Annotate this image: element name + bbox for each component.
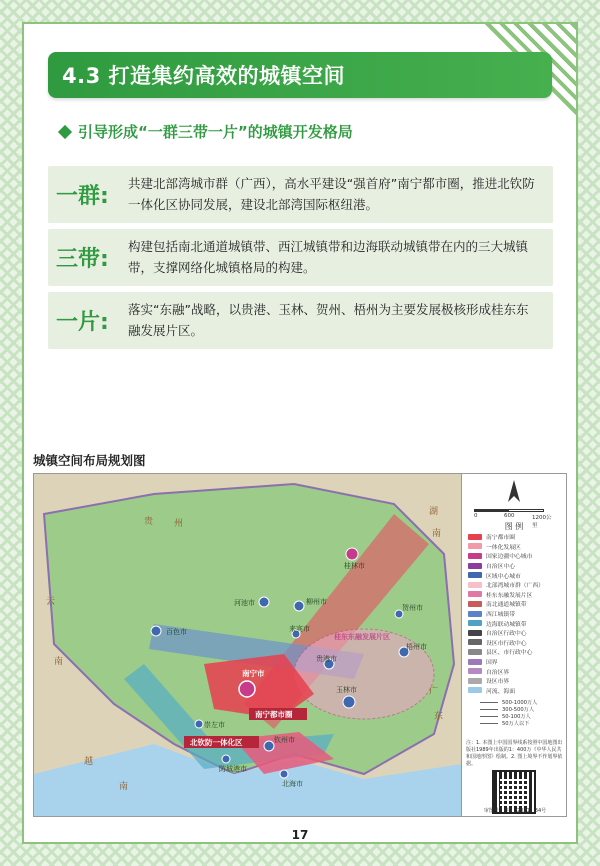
legend-swatch [468, 563, 482, 569]
map-title: 城镇空间布局规划图 [33, 453, 146, 468]
legend-label: 自治区行政中心 [486, 631, 527, 638]
city-label: 百色市 [166, 628, 187, 636]
item-desc: 构建包括南北通道城镇带、西江城镇带和边海联动城镇带在内的三大城镇带，支撑网络化城镇格局的构建。 [128, 239, 529, 275]
legend-row [468, 686, 564, 696]
city-label: 桂林市 [344, 562, 365, 570]
item-key: 三带: [56, 247, 109, 272]
city-marker [195, 720, 203, 728]
legend-row [468, 570, 564, 580]
scale-bar-graphic [474, 509, 544, 512]
city-label: 贺州市 [402, 604, 423, 612]
legend-title: 图 例 [504, 522, 524, 531]
legend-label: 边海联动城镇带 [486, 621, 527, 628]
item-key: 一片: [56, 310, 109, 335]
city-label: 南宁市 [242, 669, 265, 678]
item-key: 一群: [56, 184, 109, 209]
legend-swatch [468, 572, 482, 578]
legend-label: 南宁都市圈 [486, 535, 515, 542]
legend-label: 设区市界 [486, 679, 510, 686]
city-label: 崇左市 [204, 721, 225, 729]
city-marker [239, 681, 255, 697]
legend-label: 县区、市行政中心 [486, 650, 533, 657]
legend-swatch [468, 543, 482, 549]
province-label: 南 [119, 782, 129, 792]
population-legend-row: 300-500万人 [480, 706, 564, 713]
legend-label: 西江城镇带 [486, 612, 515, 619]
map-legend [461, 474, 566, 816]
scale-label: 0 [474, 513, 478, 519]
population-legend [480, 699, 564, 727]
legend-swatch [468, 668, 482, 674]
province-label: 湖 [429, 507, 439, 517]
population-legend-row: 50-100万人 [480, 713, 564, 720]
legend-list [468, 532, 564, 695]
population-legend-row: 500-1000万人 [480, 699, 564, 706]
province-label: 广 [429, 687, 439, 697]
legend-label: 北部湾城市群（广西） [486, 583, 544, 590]
city-marker [343, 696, 355, 708]
map-canvas [34, 474, 462, 816]
legend-row [468, 580, 564, 590]
item-yipian [48, 292, 553, 349]
province-label: 南 [432, 529, 442, 539]
city-label: 钦州市 [274, 736, 295, 744]
province-label: 州 [174, 519, 184, 529]
item-desc: 落实“东融”战略，以贵港、玉林、贺州、梧州为主要发展极核形成桂东东融发展片区。 [128, 302, 529, 338]
legend-row [468, 551, 564, 561]
legend-label: 桂东东融发展片区 [486, 592, 533, 599]
city-label: 北海市 [282, 780, 303, 788]
scale-label: 1200公里 [532, 515, 552, 529]
legend-row [468, 647, 564, 657]
legend-row [468, 618, 564, 628]
section-title-bar [48, 52, 552, 98]
map-figure [33, 473, 567, 817]
region-label: 南宁都市圈 [255, 710, 293, 719]
legend-row [468, 638, 564, 648]
legend-swatch [468, 601, 482, 607]
province-label: 越 [84, 757, 94, 767]
legend-label: 国家边疆中心城市 [486, 554, 533, 561]
item-yiqun [48, 166, 553, 223]
legend-label: 一体化发展区 [486, 544, 521, 551]
legend-swatch [468, 639, 482, 645]
legend-label: 自治区中心 [486, 564, 515, 571]
scale-label: 600 [504, 513, 515, 519]
section-title: 4.3 打造集约高效的城镇空间 [62, 64, 346, 88]
page-number: 17 [291, 828, 309, 842]
map-approval-number: 审图号：桂S（2021）34号 [483, 808, 547, 814]
legend-swatch [468, 630, 482, 636]
region-label: 北钦防一体化区 [190, 738, 243, 747]
city-label: 贵港市 [316, 655, 337, 663]
province-label: 云 [46, 597, 56, 607]
city-label: 河池市 [234, 599, 255, 607]
legend-row [468, 657, 564, 667]
legend-swatch [468, 659, 482, 665]
province-label: 南 [54, 657, 64, 667]
city-marker [222, 755, 230, 763]
city-marker [294, 601, 304, 611]
legend-row [468, 609, 564, 619]
legend-row [468, 599, 564, 609]
city-label: 来宾市 [289, 625, 310, 633]
legend-swatch [468, 678, 482, 684]
city-marker [280, 770, 288, 778]
city-marker [346, 548, 358, 560]
item-desc: 共建北部湾城市群（广西），高水平建设“强首府”南宁都市圈，推进北钦防一体化区协同发展，建设北部湾国际枢纽港。 [128, 176, 535, 212]
legend-row [468, 676, 564, 686]
city-label: 梧州市 [406, 643, 427, 651]
legend-label: 设区市行政中心 [486, 640, 527, 647]
diamond-bullet-icon [58, 124, 72, 138]
province-label: 贵 [144, 517, 154, 527]
map-note: 注：1. 本图上中国国界线系按照中国地图出版社1989年出版的1：400万《中华人民共和国地形图》绘制。2. 图上境界不作划界依据。 [466, 740, 563, 767]
legend-swatch [468, 591, 482, 597]
city-marker [259, 597, 269, 607]
legend-row [468, 590, 564, 600]
region-label: 桂东东融发展片区 [334, 633, 390, 641]
city-label: 玉林市 [336, 686, 357, 694]
north-arrow-icon [506, 480, 522, 504]
legend-label: 国界 [486, 660, 498, 667]
legend-row [468, 628, 564, 638]
province-label: 东 [434, 712, 444, 722]
legend-row [468, 666, 564, 676]
qr-code-icon [494, 772, 534, 812]
city-label: 柳州市 [306, 598, 327, 606]
legend-label: 自治区界 [486, 669, 510, 676]
legend-swatch [468, 649, 482, 655]
legend-swatch [468, 534, 482, 540]
legend-row [468, 542, 564, 552]
population-legend-row: 50万人以下 [480, 720, 564, 727]
legend-row [468, 561, 564, 571]
sub-heading [60, 121, 353, 142]
legend-swatch [468, 553, 482, 559]
legend-swatch [468, 687, 482, 693]
legend-label: 区域中心城市 [486, 573, 521, 580]
item-sandai [48, 229, 553, 286]
legend-swatch [468, 611, 482, 617]
legend-label: 河流、海面 [486, 688, 515, 695]
sub-heading-text: 引导形成“一群三带一片”的城镇开发格局 [78, 123, 353, 141]
legend-label: 南北通道城镇带 [486, 602, 527, 609]
legend-swatch [468, 582, 482, 588]
legend-swatch [468, 620, 482, 626]
city-marker [264, 741, 274, 751]
city-label: 防城港市 [219, 765, 247, 773]
legend-row [468, 532, 564, 542]
city-marker [151, 626, 161, 636]
